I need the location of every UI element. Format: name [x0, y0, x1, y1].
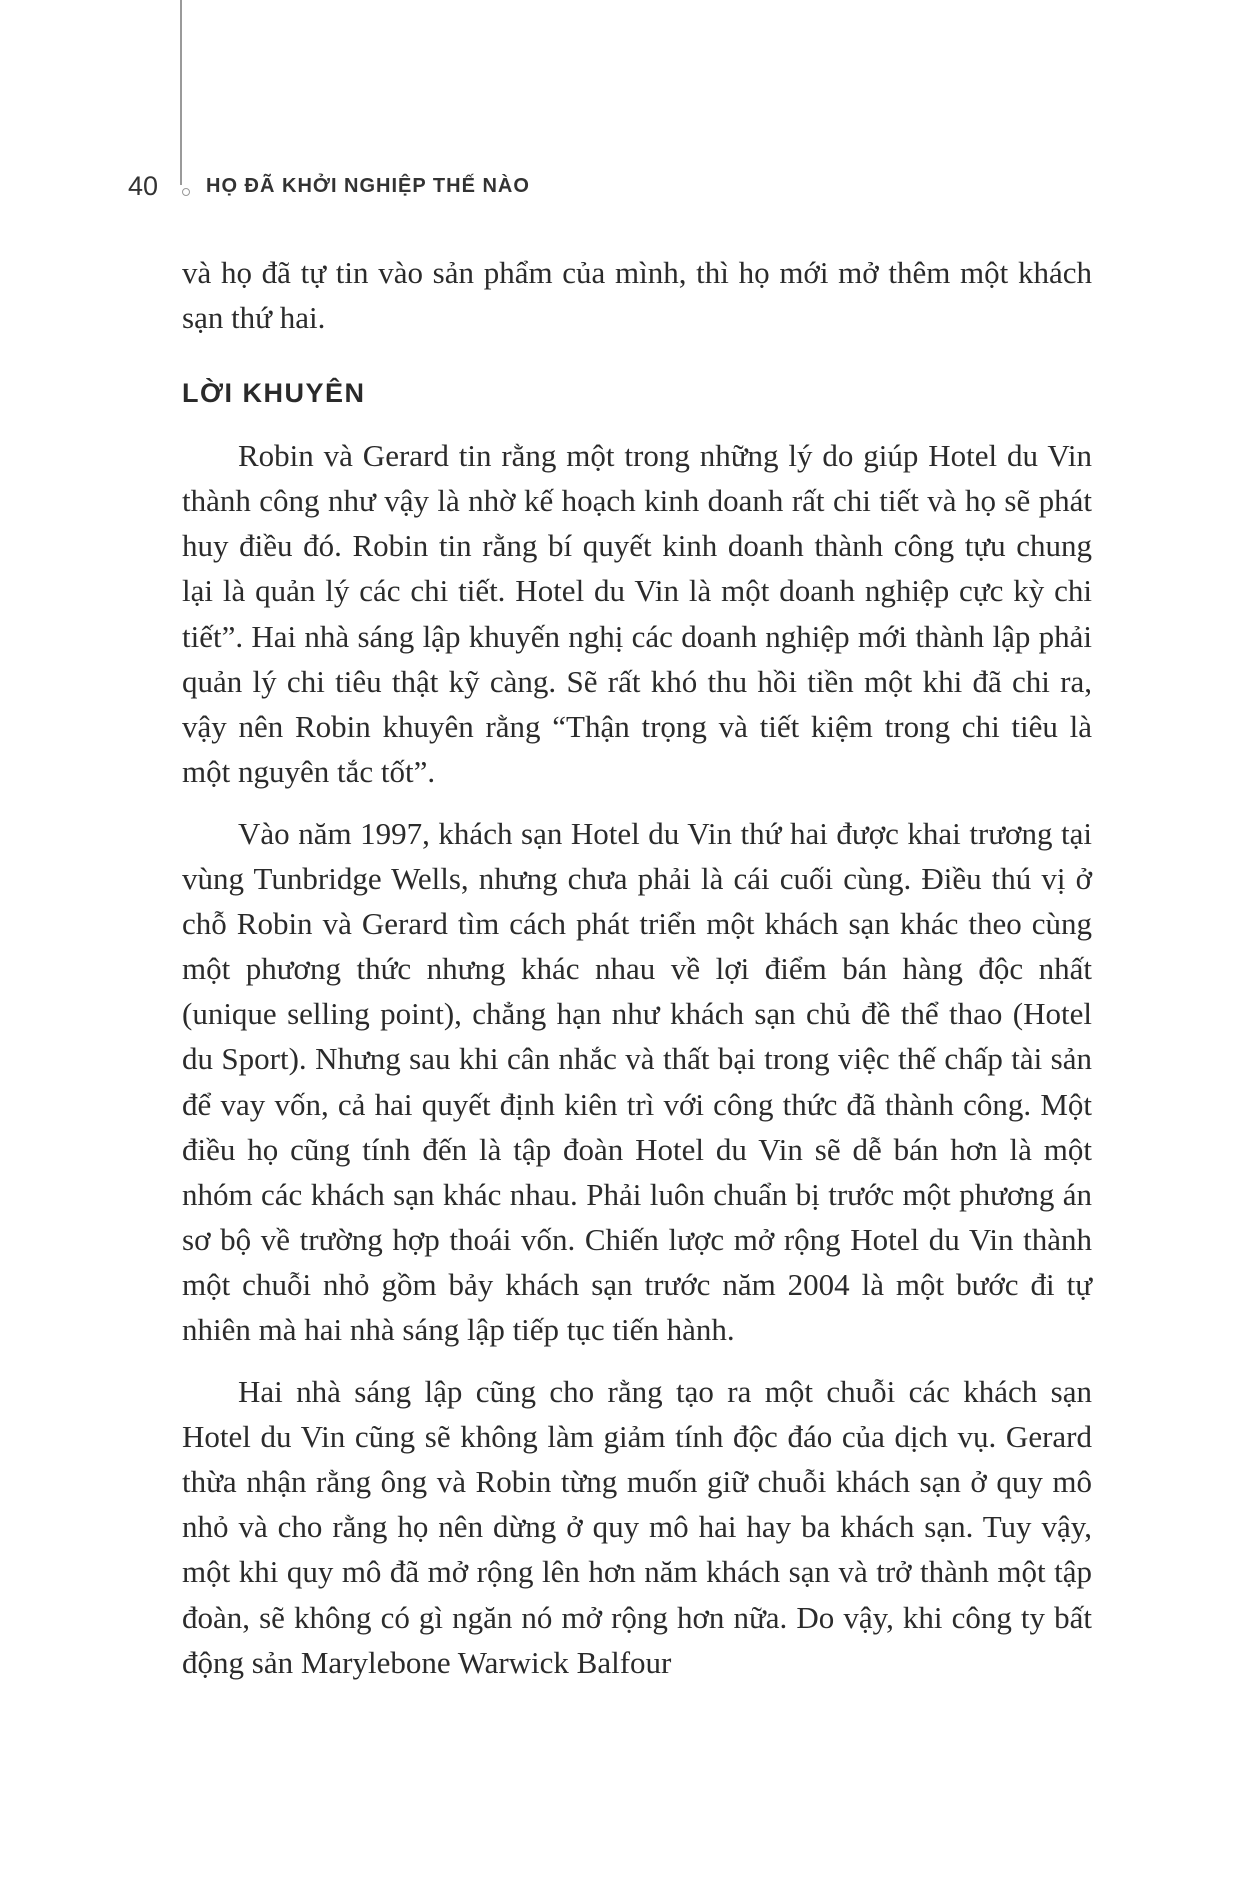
paragraph-advice: Robin và Gerard tin rằng một trong những lý do giúp Hotel du Vin thành công như vậy là nhờ kế hoạch kinh doanh rất chi tiết và họ sẽ phát huy điều đó. Robin tin rằng bí quyết kinh doanh thành công tựu chung lại là quản lý các chi tiết. Hotel du Vin là một doanh nghiệp cực kỳ chi tiết”. Hai nhà sáng lập khuyến nghị các doanh nghiệp mới thành lập phải quản lý chi tiêu thật kỹ càng. Sẽ rất khó thu hồi tiền một khi đã chi ra, vậy nên Robin khuyên rằng “Thận trọng và tiết kiệm trong chi tiêu là một nguyên tắc tốt”. [182, 438, 1092, 789]
opening-paragraph: và họ đã tự tin vào sản phẩm của mình, thì họ mới mở thêm một khách sạn thứ hai. [182, 255, 1092, 336]
header-ornament-icon [182, 188, 190, 196]
page-number: 40 [128, 170, 159, 201]
page-body [182, 250, 1092, 1685]
running-header [128, 166, 530, 206]
section-heading: LỜI KHUYÊN [182, 378, 366, 409]
margin-rule [180, 0, 182, 185]
paragraph-expansion: Vào năm 1997, khách sạn Hotel du Vin thứ hai được khai trương tại vùng Tunbridge Wells, nhưng chưa phải là cái cuối cùng. Điều thú vị ở chỗ Robin và Gerard tìm cách phát triển một khách sạn khác theo cùng một phương thức nhưng khác nhau về lợi điểm bán hàng độc nhất (unique selling point), chẳng hạn như khách sạn chủ đề thể thao (Hotel du Sport). Nhưng sau khi cân nhắc và thất bại trong việc thế chấp tài sản để vay vốn, cả hai quyết định kiên trì với công thức đã thành công. Một điều họ cũng tính đến là tập đoàn Hotel du Vin sẽ dễ bán hơn là một nhóm các khách sạn khác nhau. Phải luôn chuẩn bị trước một phương án sơ bộ về trường hợp thoái vốn. Chiến lược mở rộng Hotel du Vin thành một chuỗi nhỏ gồm bảy khách sạn trước năm 2004 là một bước đi tự nhiên mà hai nhà sáng lập tiếp tục tiến hành. [182, 815, 1092, 1347]
paragraph-chain: Hai nhà sáng lập cũng cho rằng tạo ra một chuỗi các khách sạn Hotel du Vin cũng sẽ không làm giảm tính độc đáo của dịch vụ. Gerard thừa nhận rằng ông và Robin từng muốn giữ chuỗi khách sạn ở quy mô nhỏ và cho rằng họ nên dừng ở quy mô hai hay ba khách sạn. Tuy vậy, một khi quy mô đã mở rộng lên hơn năm khách sạn và trở thành một tập đoàn, sẽ không có gì ngăn nó mở rộng hơn nữa. Do vậy, khi công ty bất động sản Marylebone Warwick Balfour [182, 1374, 1092, 1680]
running-title: HỌ ĐÃ KHỞI NGHIỆP THẾ NÀO [206, 174, 530, 197]
